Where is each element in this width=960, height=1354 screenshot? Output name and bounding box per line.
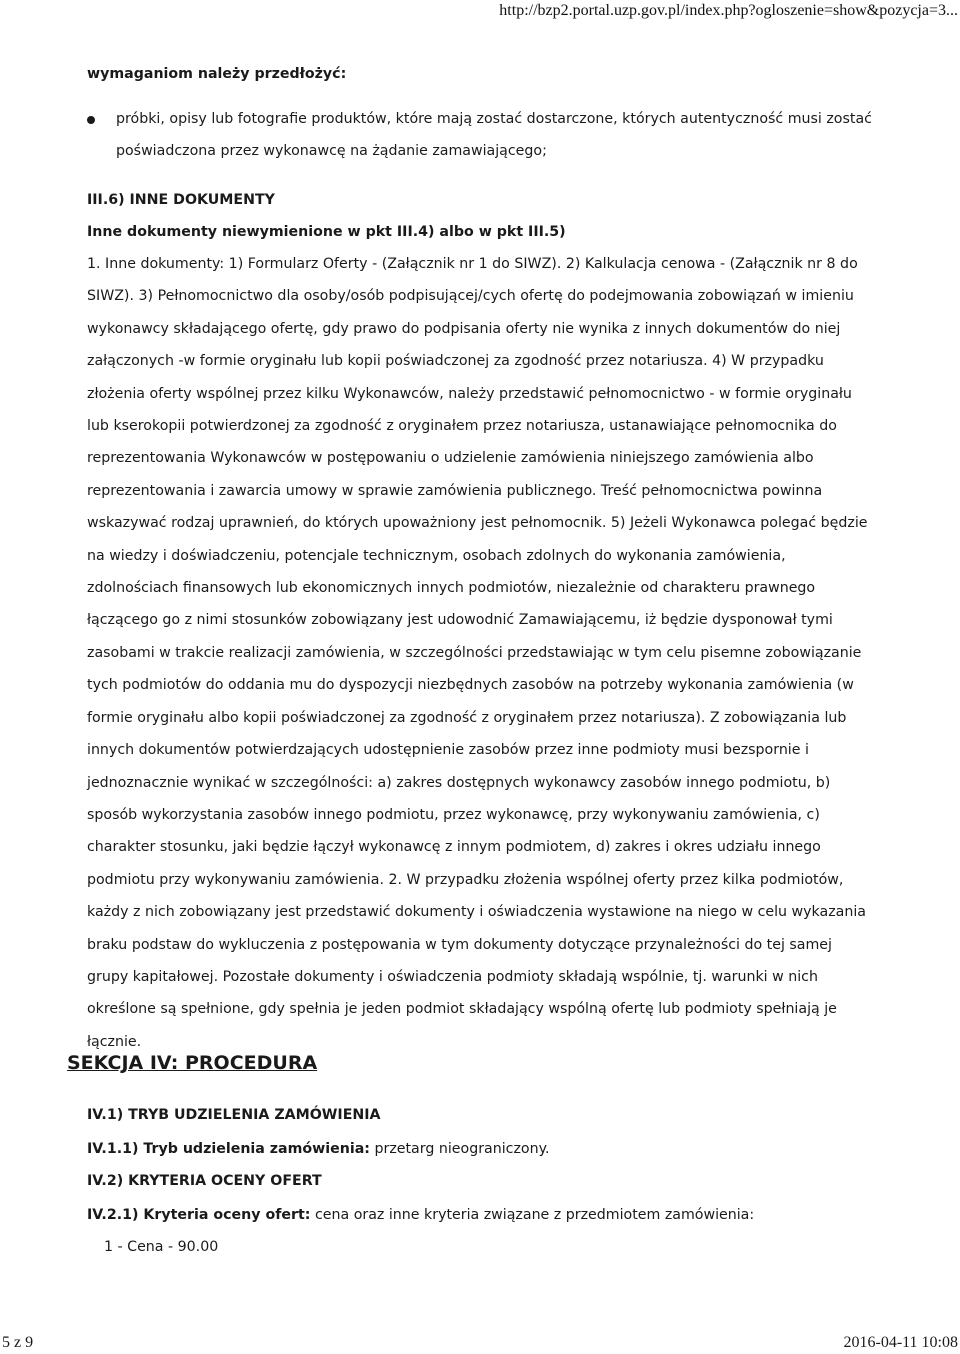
list-item: [87, 103, 877, 168]
evaluation-criteria-heading: IV.2) KRYTERIA OCENY OFERT: [87, 1173, 322, 1189]
other-documents-text: 1. Inne dokumenty: 1) Formularz Oferty - (Załącznik nr 1 do SIWZ). 2) Kalkulacja cenowa - (Załącznik nr 8 do SIWZ). 3) Pełnomocnictwo dla osoby/osób podpisującej/cych ofertę do podejmowania zobowiązań w imieniu wykonawcy składającego ofertę, gdy prawo do podpisania oferty nie wynika z innych dokumentów do niej załączonych -w formie oryginału lub kopii poświadczonej za zgodność przez notariusza. 4) W przypadku złożenia oferty wspólnej przez kilku Wykonawców, należy przedstawić pełnomocnictwo - w formie oryginału lub kserokopii potwierdzonej za zgodność z oryginałem przez notariusza, ustanawiające pełnomocnika do reprezentowania Wykonawców w postępowaniu o udzielenie zamówienia niniejszego zamówienia albo reprezentowania i zawarcia umowy w sprawie zamówienia publicznego. Treść pełnomocnictwa powinna wskazywać rodzaj uprawnień, do których upoważniony jest pełnomocnik. 5) Jeżeli Wykonawca polegać będzie na wiedzy i doświadczeniu, potencjale technicznym, osobach zdolnych do wykonania zamówienia, zdolnościach finansowych lub ekonomicznych innych podmiotów, niezależnie od charakteru prawnego łączącego go z nimi stosunków zobowiązany jest udowodnić Zamawiającemu, iż będzie dysponował tymi zasobami w trakcie realizacji zamówienia, w szczególności przedstawiając w tym celu pisemne zobowiązanie tych podmiotów do oddania mu do dyspozycji niezbędnych zasobów na potrzeby wykonania zamówienia (w formie oryginału albo kopii poświadczonej za zgodność z oryginałem przez notariusza). Z zobowiązania lub innych dokumentów potwierdzających udostępnienie zasobów przez inne podmioty musi bezspornie i jednoznacznie wynikać w szczególności: a) zakres dostępnych wykonawcy zasobów innego podmiotu, b) sposób wykorzystania zasobów innego podmiotu, przez wykonawcę, przy wykonywaniu zamówienia, c) charakter stosunku, jaki będzie łączył wykonawcę z innym podmiotem, d) zakres i okres udziału innego podmiotu przy wykonywaniu zamówienia. 2. W przypadku złożenia wspólnej oferty przez kilka podmiotów, każdy z nich zobowiązany jest przedstawić dokumenty i oświadczenia wystawione na niego w celu wykazania braku podstaw do wykluczenia z postępowania w tym dokumenty dotyczące przynależności do tej samej grupy kapitałowej. Pozostałe dokumenty i oświadczenia podmioty składają wspólnie, tj. warunki w nich określone są spełnione, gdy spełnia je jeden podmiot składający wspólną ofertę lub podmioty spełniają je łącznie.: [87, 256, 868, 1050]
procedure-mode-value: przetarg nieograniczony.: [374, 1141, 550, 1157]
bullet-icon: [87, 116, 95, 124]
requirements-intro: wymaganiom należy przedłożyć:: [87, 66, 347, 82]
evaluation-criteria-value: cena oraz inne kryteria związane z przedmiotem zamówienia:: [314, 1207, 755, 1223]
procedure-mode-label: IV.1.1) Tryb udzielenia zamówienia:: [87, 1141, 370, 1157]
print-datetime: 2016-04-11 10:08: [843, 1334, 958, 1351]
section-subheading-other-documents: Inne dokumenty niewymienione w pkt III.4) albo w pkt III.5): [87, 224, 566, 240]
evaluation-criteria-label: IV.2.1) Kryteria oceny ofert:: [87, 1207, 311, 1223]
procedure-mode-row: [87, 1141, 549, 1157]
section-title-procedure: SEKCJA IV: PROCEDURA: [67, 1052, 318, 1074]
section-heading-other-documents: III.6) INNE DOKUMENTY: [87, 192, 275, 208]
procedure-mode-heading: IV.1) TRYB UDZIELENIA ZAMÓWIENIA: [87, 1107, 381, 1123]
list-item-text: próbki, opisy lub fotografie produktów, które mają zostać dostarczone, których autentyczność musi zostać poświadczona przez wykonawcę na żądanie zamawiającego;: [116, 111, 872, 160]
criterion-item: 1 - Cena - 90.00: [104, 1239, 219, 1255]
evaluation-criteria-row: [87, 1207, 754, 1223]
page-number: 5 z 9: [2, 1334, 34, 1351]
page-url-header: http://bzp2.portal.uzp.gov.pl/index.php?ogloszenie=show&pozycja=3...: [499, 2, 958, 19]
